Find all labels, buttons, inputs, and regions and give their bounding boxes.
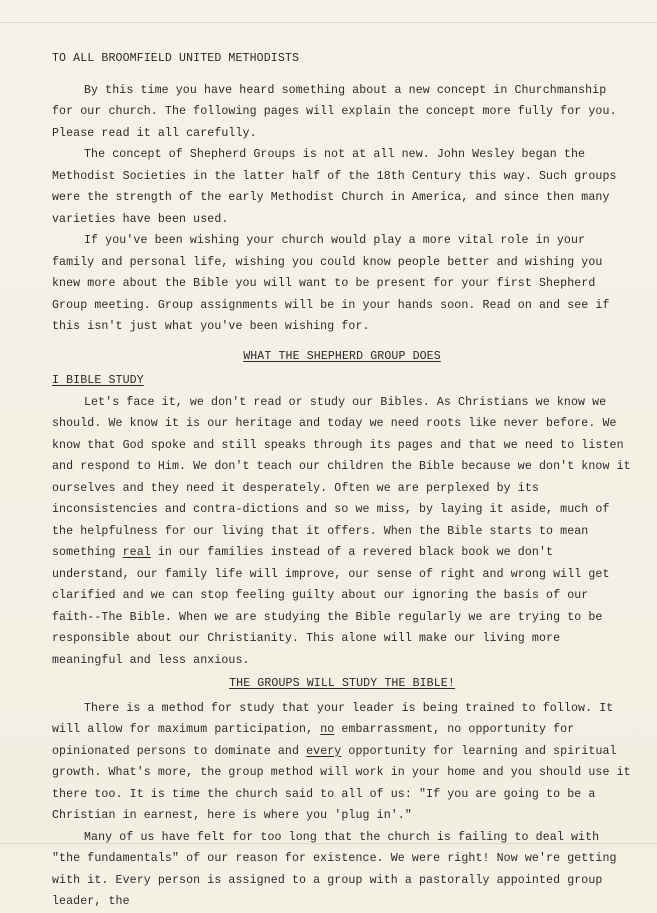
intro-paragraph: By this time you have heard something about a new concept in Churchmanship for our church. The following pages will explain the concept more fully for you. Please read it all carefully. bbox=[52, 83, 617, 140]
section-title: WHAT THE SHEPHERD GROUP DOES bbox=[243, 349, 441, 363]
intro-paragraph: The concept of Shepherd Groups is not at all new. John Wesley began the Methodist Societies in the latter half of the 18th Century this way. Such groups were the strength of the early Methodist Church in America, and since then many varieties have been used. bbox=[52, 148, 617, 226]
groups-paragraph: There is a method for study that your leader is being trained to follow. It will allow for maximum participation, no embarrassment, no opportunity for opinionated persons to dominate and every opportunity for learning and spiritual growth. What's more, the group method will work in your home and you should use it there too. It is time the church said to all of us: "If you are going to be a Christian in earnest, here is where you 'plug in'." bbox=[52, 701, 631, 822]
paper-fold-line bbox=[0, 22, 657, 23]
emphasis-no: no bbox=[320, 723, 335, 736]
bible-study-label: I BIBLE STUDY bbox=[52, 374, 144, 387]
document-body bbox=[52, 48, 632, 913]
groups-title: THE GROUPS WILL STUDY THE BIBLE! bbox=[229, 677, 455, 690]
emphasis-every: every bbox=[306, 744, 342, 758]
bible-study-paragraph: Let's face it, we don't read or study our Bibles. As Christians we know we should. We know it is our heritage and today we need roots like never before. We know that God spoke and still speaks through its pages and that we need to listen and respond to Him. We don't teach our children the Bible because we don't know it ourselves and they need it desperately. Often we are perplexed by its inconsistencies and contra-dictions and so we miss, by laying it aside, much of the helpfulness for our living that it offers. When the Bible starts to mean something real in our families instead of a revered black book we don't understand, our family life will improve, our sense of right and wrong will get clarified and we can stop feeling guilty about our ignoring the basis of our faith--The Bible. When we are studying the Bible regularly we are trying to be responsible about our Christianity. This alone will make our living more meaningful and less anxious. bbox=[52, 395, 631, 667]
groups-paragraph: Many of us have felt for too long that the church is failing to deal with "the fundamentals" of our reason for existence. We were right! Now we're getting with it. Every person is assigned to a group with a pastorally appointed group leader, the bbox=[52, 830, 617, 908]
intro-paragraph: If you've been wishing your church would play a more vital role in your family and personal life, wishing you could know people better and wishing you knew more about the Bible you will want to be present for your first Shepherd Group meeting. Group assignments will be in your hands soon. Read on and see if this isn't just what you've been wishing for. bbox=[52, 234, 610, 333]
emphasis-real: real bbox=[122, 546, 151, 559]
document-heading: TO ALL BROOMFIELD UNITED METHODISTS bbox=[52, 52, 300, 65]
